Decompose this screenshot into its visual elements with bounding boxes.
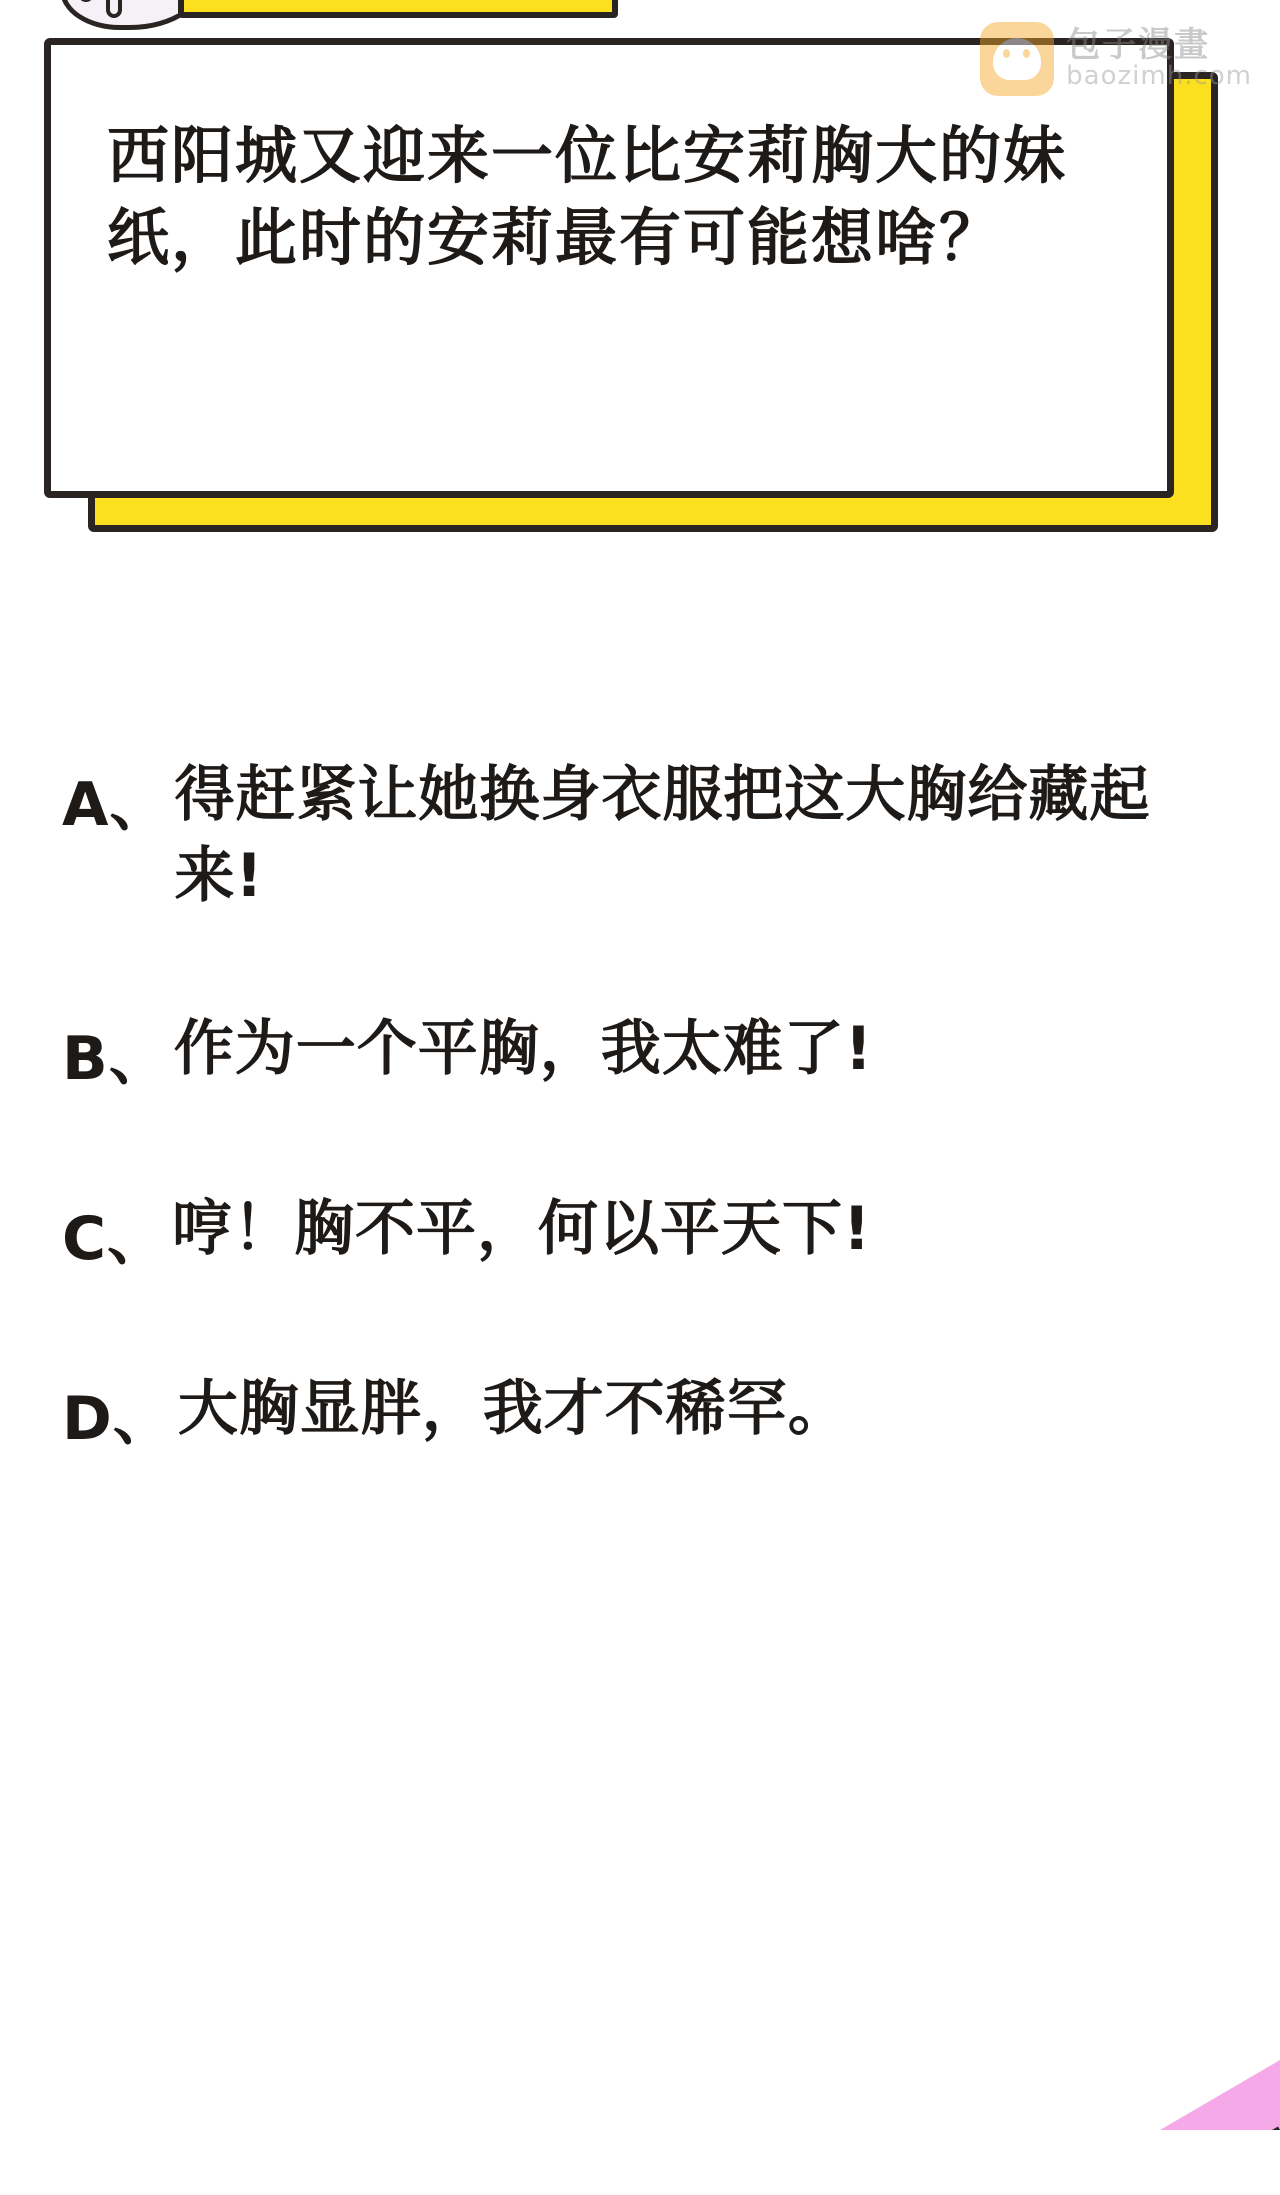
option-key: A、	[62, 770, 171, 840]
option-text: 哼！胸不平，何以平天下!	[172, 1194, 872, 1264]
next-panel-corner	[1160, 2060, 1280, 2130]
option-key: B、	[62, 1024, 170, 1094]
watermark-en-label: baozimh.com	[1066, 61, 1252, 92]
options-list	[62, 755, 1232, 1549]
hair-strand	[106, 0, 122, 18]
watermark	[980, 22, 1252, 96]
steamed-bun-icon	[980, 22, 1054, 96]
question-box	[44, 38, 1174, 498]
yellow-title-tab	[178, 0, 618, 18]
watermark-cn-label: 包子漫畫	[1066, 24, 1211, 65]
question-text: 西阳城又迎来一位比安莉胸大的妹纸，此时的安莉最有可能想啥？	[107, 119, 1068, 274]
option-c[interactable]	[62, 1189, 1232, 1277]
option-b[interactable]	[62, 1009, 1232, 1097]
option-key: C、	[62, 1204, 169, 1274]
option-text: 得赶紧让她换身衣服把这大胸给藏起来!	[174, 760, 1151, 911]
option-text: 作为一个平胸，我太难了!	[173, 1014, 874, 1084]
option-text: 大胸显胖，我才不稀罕。	[177, 1374, 849, 1444]
option-a[interactable]	[62, 755, 1232, 917]
option-d[interactable]	[62, 1369, 1232, 1457]
option-key: D、	[62, 1384, 174, 1454]
